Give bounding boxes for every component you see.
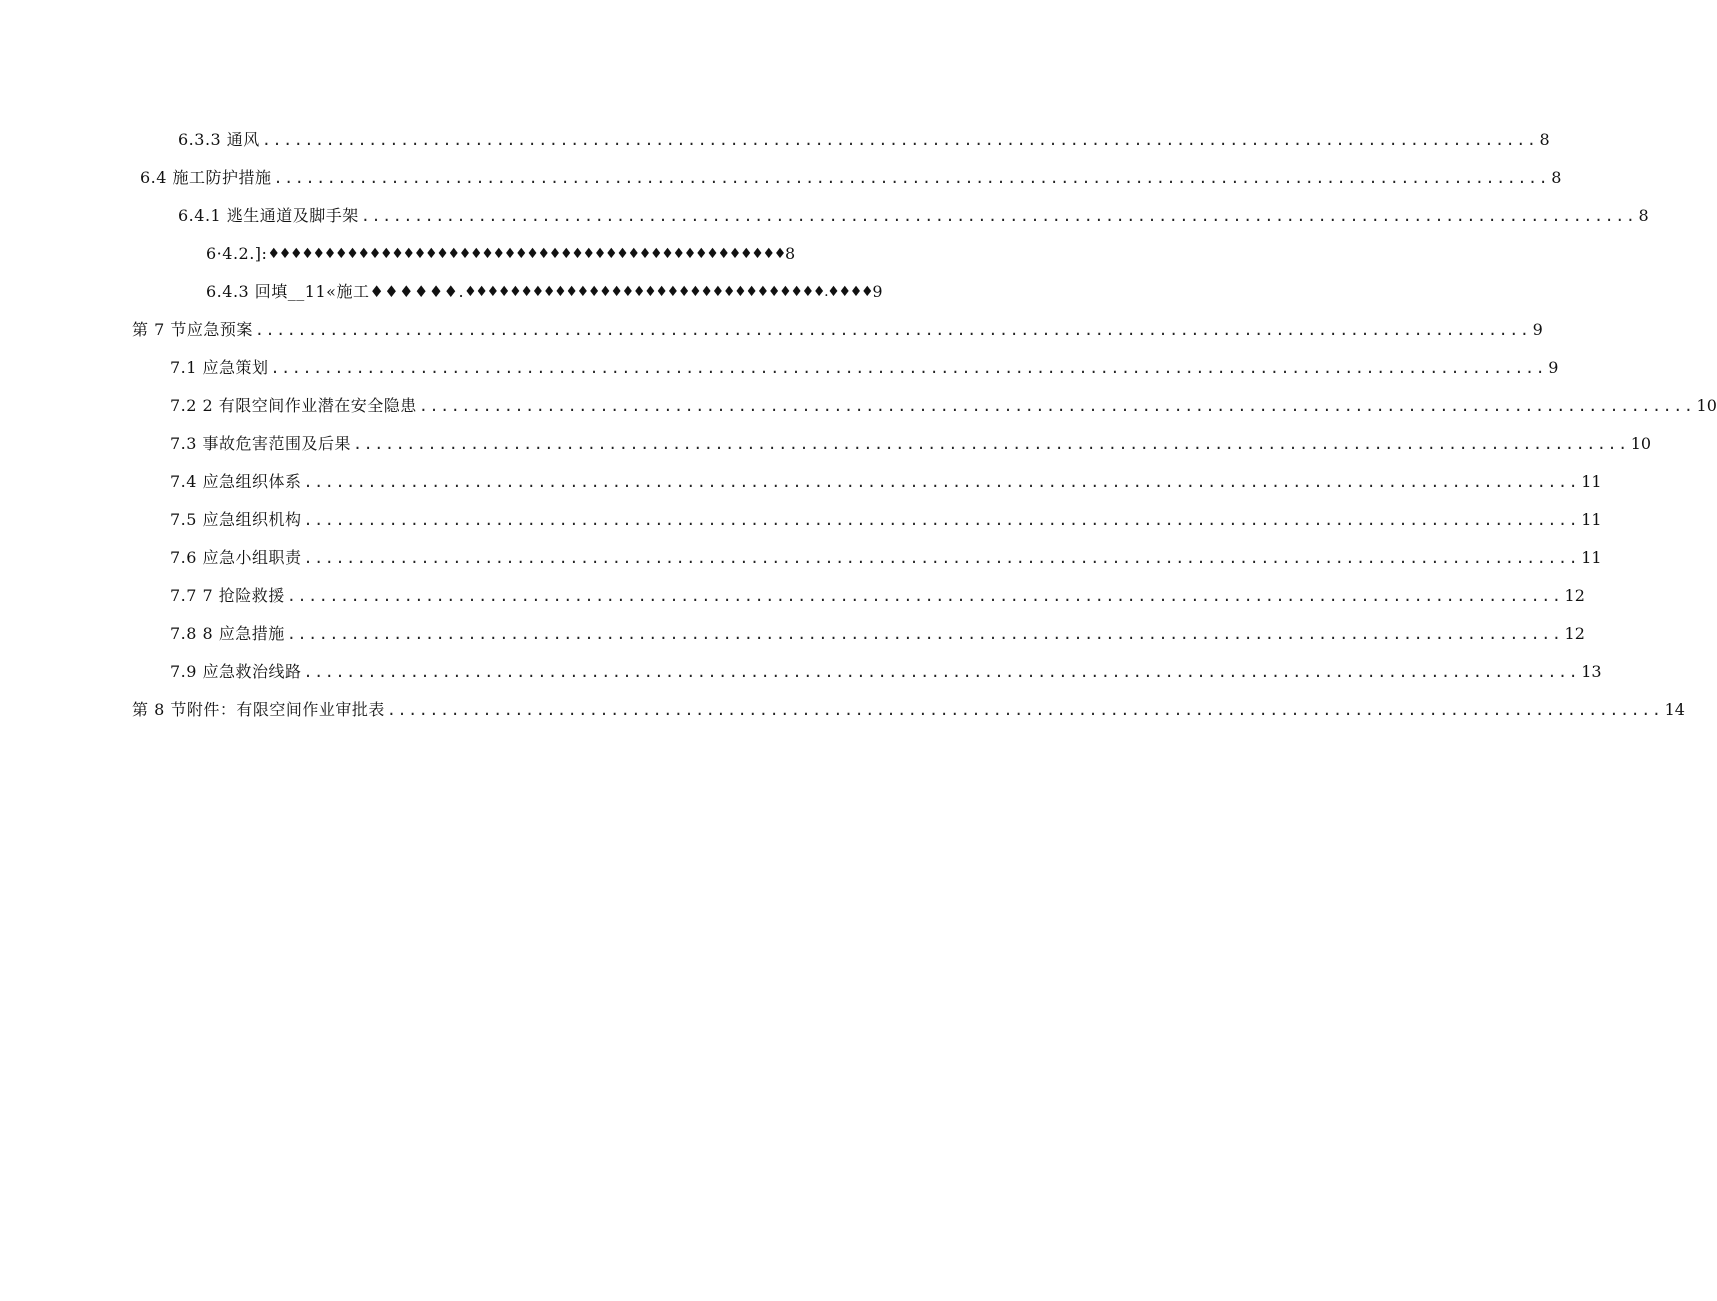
toc-entry[interactable] [170, 468, 1602, 492]
toc-entry[interactable] [170, 582, 1585, 606]
toc-page-number: 9 [1548, 358, 1559, 377]
toc-dot-leader: ........................................................................................................................ [303, 549, 1580, 567]
toc-page-number: 11 [1581, 548, 1602, 567]
toc-entry[interactable] [140, 164, 1562, 188]
toc-dot-leader: ........................................................................................................................ [273, 169, 1550, 187]
toc-dot-leader: ........................................................................................................................ [386, 701, 1663, 719]
toc-page-number: 8 [1551, 168, 1562, 187]
toc-garbled-leader: ♦♦♦♦♦♦♦♦♦♦♦♦♦♦♦♦♦♦♦♦♦♦♦♦♦♦♦♦♦♦♦♦. [464, 284, 828, 300]
toc-entry-label: 7.6 应急小组职责 [170, 548, 302, 567]
toc-dot-leader: ........................................................................................................................ [261, 131, 1538, 149]
toc-dot-leader: ........................................................................................................................ [286, 587, 1563, 605]
toc-dot-leader: ........................................................................................................................ [303, 663, 1580, 681]
toc-entry-label: 6.4.1 逃生通道及脚手架 [178, 206, 359, 225]
toc-entry-garbled-text: .]: [249, 244, 268, 263]
toc-entry-label: 7.1 应急策划 [170, 358, 269, 377]
toc-entry[interactable] [170, 544, 1602, 568]
toc-page-number: 12 [1564, 586, 1585, 605]
toc-dot-leader: ........................................................................................................................ [270, 359, 1547, 377]
toc-garbled-leader: ♦♦♦♦♦♦♦♦♦♦♦♦♦♦♦♦♦♦♦♦♦♦♦♦♦♦♦♦♦♦♦♦♦♦♦♦♦♦♦♦♦♦♦♦♦♦ [267, 246, 785, 262]
toc-entry[interactable] [170, 354, 1559, 378]
toc-page-number: 11 [1581, 472, 1602, 491]
toc-entry-label: 7.7 7 抢险救援 [170, 586, 285, 605]
toc-dot-leader: ........................................................................................................................ [303, 511, 1580, 529]
toc-entry-garbled[interactable] [206, 278, 883, 302]
toc-page-number: 12 [1564, 624, 1585, 643]
toc-page-number: 10 [1696, 396, 1717, 415]
toc-entry-label: 7.5 应急组织机构 [170, 510, 302, 529]
toc-dot-leader: ........................................................................................................................ [360, 207, 1637, 225]
toc-page-number: 14 [1664, 700, 1685, 719]
toc-entry[interactable] [170, 620, 1585, 644]
toc-entry-label: 7.3 事故危害范围及后果 [170, 434, 352, 453]
toc-dot-leader: ........................................................................................................................ [254, 321, 1531, 339]
toc-entry-label: 6.4 施工防护措施 [140, 168, 272, 187]
toc-entry[interactable] [132, 316, 1543, 340]
toc-page-number: 11 [1581, 510, 1602, 529]
toc-page-number: 9 [872, 282, 883, 301]
toc-page-number: 8 [1638, 206, 1649, 225]
toc-page-number: 8 [784, 244, 796, 263]
toc-entry[interactable] [178, 202, 1649, 226]
toc-entry[interactable] [170, 506, 1602, 530]
toc-dot-leader: ........................................................................................................................ [286, 625, 1563, 643]
toc-dot-leader: ........................................................................................................................ [303, 473, 1580, 491]
toc-entry[interactable] [170, 658, 1602, 682]
toc-page-number: 8 [1539, 130, 1550, 149]
toc-entry-label: 第 7 节应急预案 [132, 320, 253, 339]
toc-entry[interactable] [178, 126, 1550, 150]
toc-entry-label: 第 8 节附件：有限空间作业审批表 [132, 700, 385, 719]
toc-entry-label: 7.4 应急组织体系 [170, 472, 302, 491]
toc-entry[interactable] [170, 430, 1652, 454]
toc-entry[interactable] [132, 696, 1685, 720]
toc-dot-leader: ........................................................................................................................ [353, 435, 1629, 453]
toc-entry[interactable] [170, 392, 1717, 416]
toc-entry-garbled[interactable] [206, 240, 796, 264]
toc-entry-label: 7.8 8 应急措施 [170, 624, 285, 643]
toc-entry-label: 7.9 应急救治线路 [170, 662, 302, 681]
toc-entry-number: 6. [206, 282, 223, 301]
toc-garbled-leader-tail: ♦♦♦♦ [827, 284, 873, 300]
toc-dot-leader: ........................................................................................................................ [418, 397, 1695, 415]
toc-entry-garbled-text: 4.3 回填__11«施工♦♦♦♦♦♦. [222, 282, 465, 301]
toc-page-number: 13 [1581, 662, 1602, 681]
toc-page-number: 10 [1630, 434, 1652, 453]
toc-entry-number: 6·4.2 [206, 244, 250, 263]
toc-entry-label: 7.2 2 有限空间作业潜在安全隐患 [170, 396, 417, 415]
toc-entry-label: 6.3.3 通风 [178, 130, 260, 149]
toc-page-number: 9 [1532, 320, 1543, 339]
